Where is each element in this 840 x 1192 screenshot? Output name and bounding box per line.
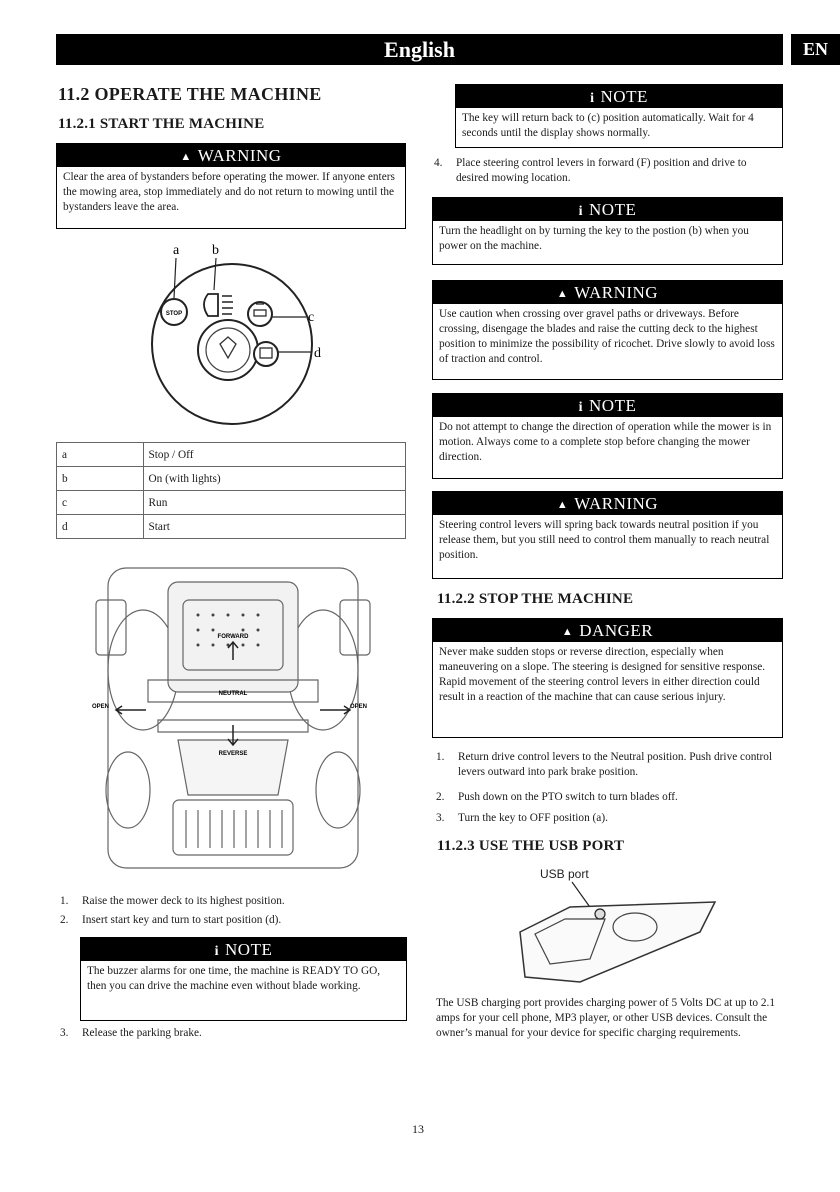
- info-icon: i: [578, 204, 584, 219]
- note-box: [455, 84, 783, 148]
- danger-header: ▲ DANGER: [433, 619, 782, 642]
- open-left-arrow-icon: [116, 706, 146, 714]
- note-box: [80, 937, 407, 1021]
- note-text: The buzzer alarms for one time, the machine is READY TO GO, then you can drive the machine even without blade working.: [87, 965, 381, 992]
- note-box: [432, 393, 783, 479]
- run-position-icon: [248, 302, 272, 326]
- key-position-table: [56, 442, 406, 539]
- forward-label: FORWARD: [217, 634, 249, 640]
- open-right-label: OPEN: [350, 704, 368, 710]
- label-c: c: [308, 310, 315, 325]
- note-box: [432, 197, 783, 265]
- language-tab: EN: [791, 34, 840, 65]
- list-item: 3. Turn the key to OFF position (a).: [436, 812, 608, 824]
- warning-box: [56, 143, 406, 229]
- note-header: i NOTE: [433, 198, 782, 221]
- list-item: 4. Place steering control levers in forward (F) position and drive to desired mowing location.: [434, 157, 747, 184]
- note-text: Do not attempt to change the direction of operation while the mower is in motion. Always come to a complete stop before changing the mower direction.: [439, 421, 772, 463]
- mower-controls-diagram: [88, 560, 378, 878]
- open-left-label: OPEN: [92, 704, 110, 710]
- warning-triangle-icon: ▲: [556, 499, 569, 511]
- front-grille: [173, 800, 293, 855]
- neutral-label: NEUTRAL: [218, 691, 248, 697]
- list-item: 2. Insert start key and turn to start position (d).: [60, 914, 282, 926]
- table-row: d Start: [57, 515, 406, 539]
- list-item: 2. Push down on the PTO switch to turn blades off.: [436, 791, 678, 803]
- key-switch-diagram: [120, 240, 340, 435]
- footrest: [178, 740, 288, 795]
- list-item: 3. Release the parking brake.: [60, 1027, 202, 1039]
- usb-port-diagram: [500, 862, 720, 987]
- usb-description: The USB charging port provides charging power of 5 Volts DC at up to 2.1 amps for your cell phone, MP3 player, or other USB devices. Consult the owner’s manual for your device for specific charging requirements.: [436, 997, 775, 1039]
- note-header: i NOTE: [433, 394, 782, 417]
- warning-header: ▲ WARNING: [57, 144, 405, 167]
- warning-box: [432, 280, 783, 380]
- warning-header: ▲ WARNING: [433, 492, 782, 515]
- stop-text: STOP: [165, 311, 183, 317]
- info-icon: i: [590, 91, 595, 106]
- warning-header: ▲ WARNING: [433, 281, 782, 304]
- table-row: c Run: [57, 491, 406, 515]
- warning-text: Clear the area of bystanders before operating the mower. If anyone enters the mowing area, stop immediately and do not return to mowing until the bystanders leave the area.: [63, 171, 395, 213]
- info-icon: i: [214, 944, 220, 959]
- danger-text: Never make sudden stops or reverse direction, especially when maneuvering on a slope. The steering is designed for sensitive response. Rapid movement of the steering control levers in either direction could result in a reaction of the machine that can cause serious injury.: [439, 646, 766, 703]
- header-bar: [56, 34, 783, 65]
- table-row: a Stop / Off: [57, 443, 406, 467]
- list-item: 1. Return drive control levers to the Neutral position. Push drive control levers outward into park brake position.: [436, 751, 773, 778]
- warning-triangle-icon: ▲: [561, 626, 574, 638]
- usb-port-icon: [595, 909, 605, 919]
- front-wheel-right: [316, 752, 360, 828]
- note-text: The key will return back to (c) position automatically. Wait for 4 seconds until the display shows normally.: [462, 112, 754, 139]
- warning-triangle-icon: ▲: [180, 151, 192, 163]
- note-header: i NOTE: [81, 938, 406, 961]
- table-row: b On (with lights): [57, 467, 406, 491]
- subsection-title: 11.2.1 START THE MACHINE: [58, 116, 265, 132]
- list-item: 1. Raise the mower deck to its highest position.: [60, 895, 285, 907]
- usb-port-label: USB port: [540, 867, 589, 881]
- page-number: 13: [412, 1122, 424, 1136]
- console-panel: [520, 902, 715, 982]
- page-language-title: English: [384, 37, 455, 62]
- subsection-title: 11.2.2 STOP THE MACHINE: [437, 591, 634, 607]
- start-position-icon: [254, 342, 278, 366]
- reverse-label: REVERSE: [218, 751, 248, 757]
- label-b: b: [212, 243, 219, 258]
- info-icon: i: [578, 400, 584, 415]
- subsection-title: 11.2.3 USE THE USB PORT: [437, 838, 625, 854]
- front-wheel-left: [106, 752, 150, 828]
- section-title: 11.2 OPERATE THE MACHINE: [58, 84, 322, 104]
- label-d: d: [314, 346, 321, 361]
- headlight-icon: [204, 294, 218, 316]
- warning-text: Use caution when crossing over gravel paths or driveways. Before crossing, disengage the blades and raise the cutting deck to the highest position to minimize the possibility of ricochet. Drive slowly to avoid loss of traction and control.: [439, 308, 775, 365]
- warning-text: Steering control levers will spring back towards neutral position if you release them, but you still need to control them manually to reach neutral position.: [439, 519, 770, 561]
- key-cylinder: [198, 320, 258, 380]
- open-right-arrow-icon: [320, 706, 350, 714]
- danger-box: [432, 618, 783, 738]
- warning-box: [432, 491, 783, 579]
- note-text: Turn the headlight on by turning the key to the postion (b) when you power on the machine.: [439, 225, 749, 252]
- note-header: i NOTE: [456, 85, 782, 108]
- label-a: a: [173, 243, 180, 258]
- warning-triangle-icon: ▲: [556, 288, 569, 300]
